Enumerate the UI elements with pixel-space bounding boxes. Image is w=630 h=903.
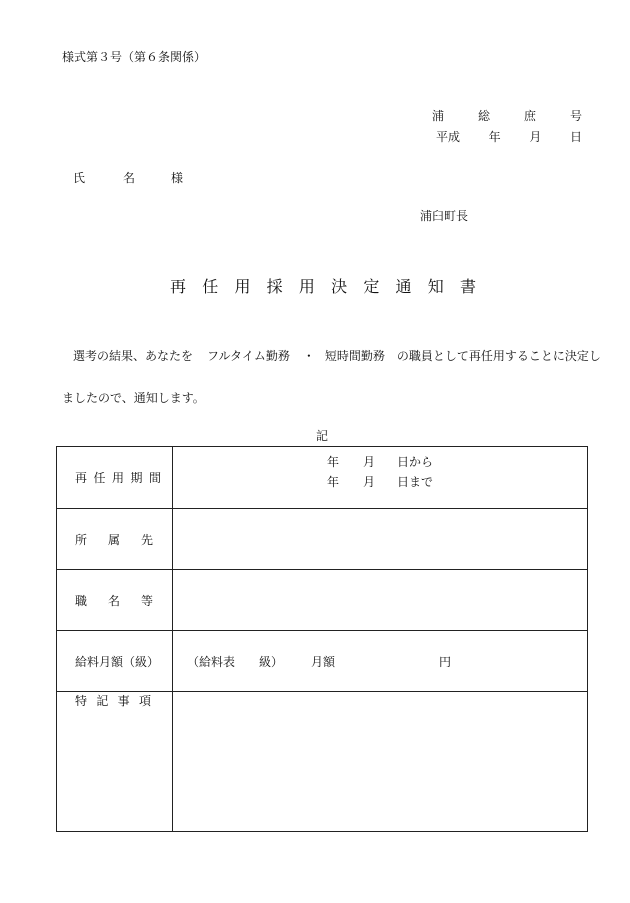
body-paragraph-line-1: [73, 350, 601, 362]
title-char: 用: [298, 277, 315, 296]
label-char: 所: [75, 532, 88, 547]
salary-grade: 級）: [259, 654, 284, 669]
form-number: 様式第３号（第６条関係）: [62, 50, 207, 64]
title-char: 通: [395, 277, 412, 296]
option-fulltime: フルタイム勤務: [207, 349, 290, 363]
label-char: 先: [140, 532, 153, 547]
reference-char: 浦: [432, 109, 445, 123]
salary-label-text: 給料月額（級）: [75, 654, 160, 669]
reference-char: 庶: [523, 109, 536, 123]
date-month: 月: [529, 130, 542, 144]
period-label: [57, 447, 173, 509]
table-row-affiliation: [57, 509, 588, 570]
body-prefix: 選考の結果、あなたを: [73, 349, 194, 363]
title-char: 任: [202, 277, 219, 296]
title-char: 用: [234, 277, 251, 296]
reference-char: 総: [477, 109, 490, 123]
recipient-char: 氏: [73, 171, 86, 185]
label-char: 職: [75, 593, 88, 608]
affiliation-value[interactable]: [173, 509, 588, 570]
title-char: 決: [331, 277, 348, 296]
label-char: 記: [96, 694, 109, 708]
table-row-period: [57, 447, 588, 509]
label-char: 任: [93, 471, 106, 485]
ki-heading: 記: [316, 429, 329, 443]
option-parttime: 短時間勤務: [324, 349, 385, 363]
issuer-name: 浦臼町長: [420, 209, 469, 223]
date-era: 平成: [436, 130, 461, 144]
title-char: 採: [266, 277, 283, 296]
label-char: 属: [107, 532, 120, 547]
label-char: 期: [130, 471, 143, 485]
salary-yen: 円: [439, 654, 452, 669]
salary-table-prefix: （給料表: [187, 654, 236, 669]
label-char: 名: [107, 593, 120, 608]
label-char: 等: [140, 593, 153, 608]
period-to-month: 月: [363, 475, 376, 489]
salary-label: [57, 631, 173, 692]
reference-number: [432, 110, 582, 122]
document-title: [170, 279, 476, 295]
recipient-char: 名: [123, 171, 136, 185]
label-char: 間: [148, 471, 161, 485]
table-row-position: [57, 570, 588, 631]
reference-char: 号: [569, 109, 582, 123]
issue-date: [436, 131, 582, 143]
position-value[interactable]: [173, 570, 588, 631]
title-char: 定: [363, 277, 380, 296]
label-char: 事: [117, 694, 130, 708]
date-year: 年: [488, 130, 501, 144]
affiliation-label: [57, 509, 173, 570]
period-value[interactable]: [173, 447, 588, 509]
title-char: 知: [427, 277, 444, 296]
recipient-name: [73, 172, 183, 184]
details-table: [56, 446, 588, 832]
option-separator: ・: [302, 349, 315, 363]
recipient-char: 様: [171, 171, 184, 185]
title-char: 書: [459, 277, 476, 296]
period-to-year: 年: [327, 475, 340, 489]
label-char: 用: [111, 471, 124, 485]
remarks-label: [57, 692, 173, 832]
table-row-remarks: [57, 692, 588, 832]
table-row-salary: [57, 631, 588, 692]
date-day: 日: [569, 130, 582, 144]
period-to-day: 日まで: [397, 475, 434, 489]
title-char: 再: [170, 277, 187, 296]
label-char: 再: [75, 471, 88, 485]
period-from-day: 日から: [397, 455, 434, 469]
body-suffix: の職員として再任用することに決定し: [396, 349, 601, 363]
remarks-value[interactable]: [173, 692, 588, 832]
salary-monthly: 月額: [311, 654, 336, 669]
period-from-year: 年: [327, 455, 340, 469]
label-char: 項: [138, 694, 151, 708]
salary-value[interactable]: [173, 631, 588, 692]
period-from-month: 月: [363, 455, 376, 469]
body-paragraph-line-2: ましたので、通知します。: [62, 391, 205, 405]
position-label: [57, 570, 173, 631]
label-char: 特: [75, 694, 88, 708]
